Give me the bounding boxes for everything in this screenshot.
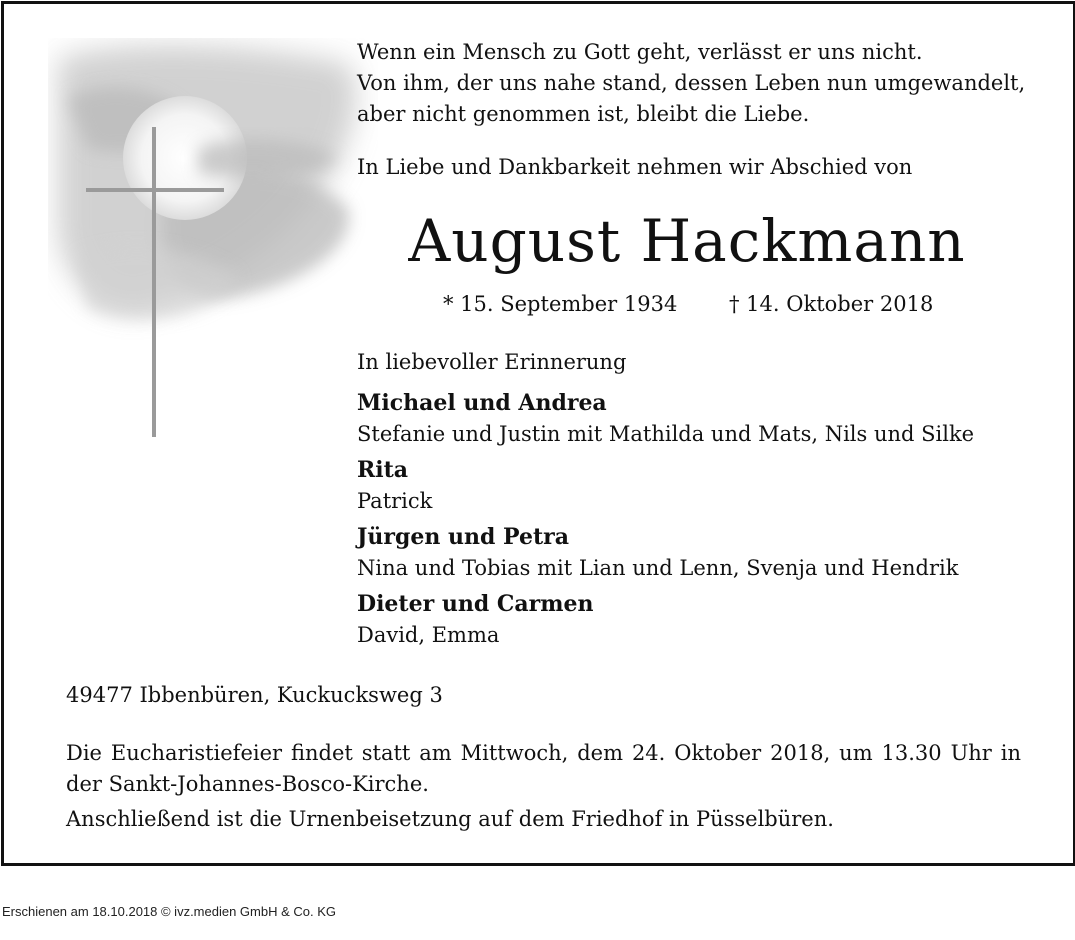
poem-line: Wenn ein Mensch zu Gott geht, verlässt er uns nicht. xyxy=(357,40,923,64)
family-group xyxy=(357,521,1057,588)
poem-line: Von ihm, der uns nahe stand, dessen Leben nun umgewandelt, xyxy=(357,71,1026,95)
farewell-intro: In Liebe und Dankbarkeit nehmen wir Abschied von xyxy=(357,155,913,179)
family-group xyxy=(357,387,1057,454)
death-date: † 14. Oktober 2018 xyxy=(729,292,934,316)
family-members: Stefanie und Justin mit Mathilda und Mats, Nils und Silke xyxy=(357,422,975,446)
address: 49477 Ibbenbüren, Kuckucksweg 3 xyxy=(66,683,443,707)
obituary-notice xyxy=(1,1,1075,866)
poem-line: aber nicht genommen ist, bleibt die Liebe. xyxy=(357,102,810,126)
publication-footer: Erschienen am 18.10.2018 © ivz.medien GmbH & Co. KG xyxy=(2,904,337,919)
family-head: Rita xyxy=(357,457,409,483)
family-head: Dieter und Carmen xyxy=(357,591,594,617)
family-head: Jürgen und Petra xyxy=(357,524,570,550)
family-head: Michael und Andrea xyxy=(357,390,607,416)
family-group xyxy=(357,454,1057,521)
family-members: Patrick xyxy=(357,489,433,513)
family-members: David, Emma xyxy=(357,623,500,647)
mass-notice: Die Eucharistiefeier findet statt am Mittwoch, dem 24. Oktober 2018, um 13.30 Uhr in der Sankt-Johannes-Bosco-Kirche. xyxy=(66,741,1021,796)
birth-date: * 15. September 1934 xyxy=(443,292,678,316)
deceased-name: August Hackmann xyxy=(408,207,966,275)
family-members: Nina und Tobias mit Lian und Lenn, Svenja und Hendrik xyxy=(357,556,959,580)
cross-moon-image xyxy=(48,38,378,458)
burial-notice: Anschließend ist die Urnenbeisetzung auf dem Friedhof in Püsselbüren. xyxy=(66,807,834,831)
memory-line: In liebevoller Erinnerung xyxy=(357,350,627,374)
cross-moon-icon xyxy=(48,38,378,458)
family-list xyxy=(357,387,1057,655)
poem xyxy=(357,37,1057,130)
family-group xyxy=(357,588,1057,655)
